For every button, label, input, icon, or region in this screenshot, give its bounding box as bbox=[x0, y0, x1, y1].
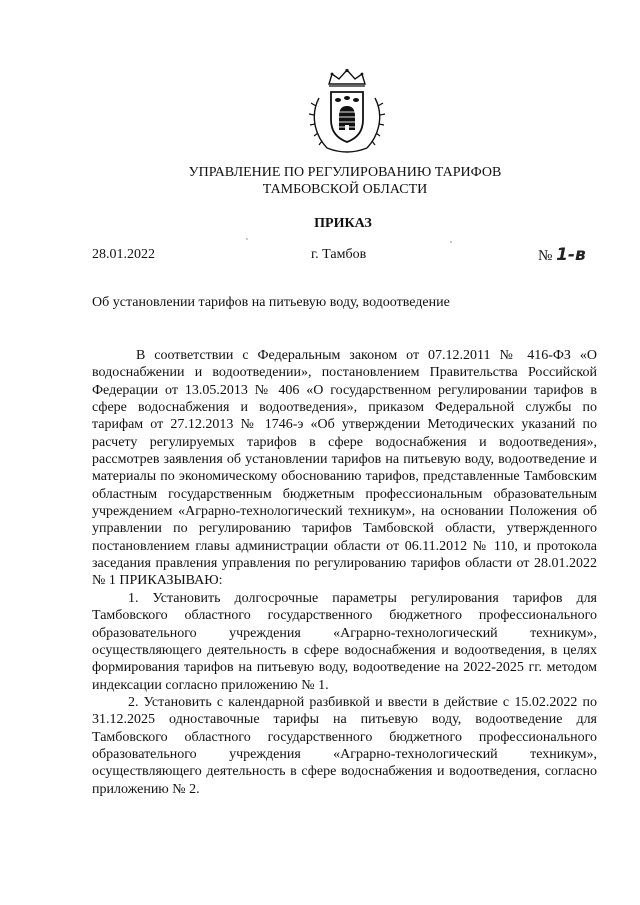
preamble-paragraph: В соответствии с Федеральным законом от 07.12.2011 № 416-ФЗ «О водоснабжении и водоотведении», постановлением Правительства Российской Федерации от 13.05.2013 № 406 «О государственном регулировании тарифов в сфере водоснабжения и водоотведения», приказом Федеральной службы по тарифам от 27.12.2013 № 1746-э «Об утверждении Методических указаний по расчету регулируемых тарифов в сфере водоснабжения и водоотведения», рассмотрев заявления об установлении тарифов на питьевую воду, водоотведение и материалы по экономическому обоснованию тарифов, представленные Тамбовским областным государственным бюджетным профессиональным образовательным учреждением «Аграрно-технологический техникум», на основании Положения об управлении по регулированию тарифов Тамбовской области, утвержденного постановлением главы администрации области от 06.11.2012 № 110, и протокола заседания правления управления по регулированию тарифов области от 28.01.2022 № 1 ПРИКАЗЫВАЮ: bbox=[92, 348, 597, 589]
agency-line-1: УПРАВЛЕНИЕ ПО РЕГУЛИРОВАНИЮ ТАРИФОВ bbox=[188, 165, 502, 180]
agency-line-2: ТАМБОВСКОЙ ОБЛАСТИ bbox=[262, 182, 428, 197]
agency-name bbox=[140, 164, 550, 198]
scan-speck bbox=[246, 238, 248, 240]
document-body bbox=[92, 347, 597, 798]
document-type: ПРИКАЗ bbox=[314, 216, 372, 231]
document-number bbox=[538, 245, 586, 265]
document-date: 28.01.2022 bbox=[92, 247, 155, 262]
order-item-2: 2. Установить с календарной разбивкой и ввести в действие с 15.02.2022 по 31.12.2025 одноставочные тарифы на питьевую воду, водоотведение для Тамбовского областного государственного бюджетного профессионального образовательного учреждения «Аграрно-технологический техникум», осуществляющего деятельность в сфере водоснабжения и водоотведения, согласно приложению № 2. bbox=[92, 694, 597, 797]
document-city: г. Тамбов bbox=[311, 247, 367, 262]
tambov-coat-of-arms-icon bbox=[307, 68, 387, 158]
order-item-1: 1. Установить долгосрочные параметры регулирования тарифов для Тамбовского областного государственного бюджетного профессионального образовательного учреждения «Аграрно-технологический техникум», осуществляющего деятельность в сфере водоснабжения и водоотведения, в целях формирования тарифов на питьевую воду, водоотведение на 2022-2025 гг. методом индексации согласно приложению № 1. bbox=[92, 590, 597, 693]
document-subject: Об установлении тарифов на питьевую воду, водоотведение bbox=[92, 295, 450, 310]
scan-speck bbox=[450, 241, 452, 243]
handwritten-number: 1-в bbox=[556, 245, 586, 265]
number-sign: № bbox=[538, 248, 553, 264]
